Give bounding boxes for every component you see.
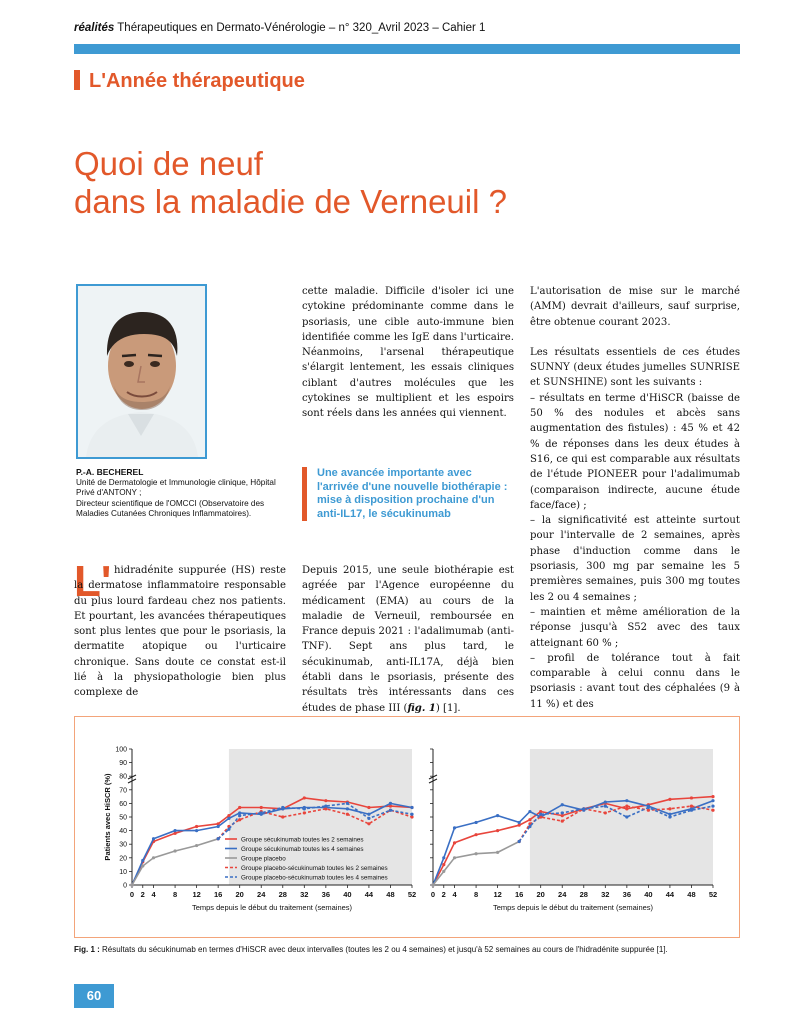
data-point xyxy=(561,811,564,814)
data-point xyxy=(152,837,155,840)
y-tick-label: 60 xyxy=(119,800,127,808)
x-tick-label: 36 xyxy=(622,890,632,899)
x-tick-label: 48 xyxy=(687,890,696,899)
chart-1 xyxy=(103,747,416,913)
running-header xyxy=(74,22,485,34)
data-point xyxy=(324,805,327,808)
header-rule xyxy=(74,44,740,54)
col3-para-2: Les résultats essentiels de ces études SUNNY (deux études jumelles SUNRISE et SUNSHINE) sont les suivants : xyxy=(530,346,740,389)
data-point xyxy=(195,825,198,828)
data-point xyxy=(474,833,477,836)
data-point xyxy=(474,821,477,824)
shaded-region xyxy=(530,749,713,885)
data-point xyxy=(453,841,456,844)
data-point xyxy=(303,811,306,814)
x-tick-label: 4 xyxy=(452,890,457,899)
y-axis-label: Patients avec HiSCR (%) xyxy=(103,773,112,861)
data-point xyxy=(496,829,499,832)
col2-top-text: cette maladie. Difficile d'isoler ici une cytokine prédominante comme dans le psoriasis, une cible auto-immune bien identifiée comme les IgE dans l'urticaire. Néanmoins, l'arsenal thérapeutique s'élargit lentement, les essais cliniques ciblant d'autres molécules que les cytokines se multiplient et les espoirs sont réels dans les années qui viennent. xyxy=(302,286,514,420)
author-name: P.-A. BECHEREL xyxy=(76,467,144,477)
data-point xyxy=(346,807,349,810)
figure-reference: fig. 1 xyxy=(407,702,436,714)
x-tick-label: 0 xyxy=(129,890,135,899)
data-point xyxy=(528,818,531,821)
data-point xyxy=(582,807,585,810)
data-point xyxy=(410,815,413,818)
journal-brand: réalités xyxy=(74,22,115,34)
column-2-top xyxy=(302,284,514,422)
data-point xyxy=(539,810,542,813)
data-point xyxy=(389,809,392,812)
col3-bullet-3: – maintien et même amélioration de la réponse jusqu'à S52 avec des taux atteignant 60 % ; xyxy=(530,606,740,649)
data-point xyxy=(625,815,628,818)
y-tick-label: 80 xyxy=(119,773,127,781)
x-tick-label: 8 xyxy=(473,890,479,899)
data-point xyxy=(238,806,241,809)
x-tick-label: 16 xyxy=(514,890,524,899)
author-portrait-illustration xyxy=(78,286,205,457)
data-point xyxy=(604,800,607,803)
series-line xyxy=(433,842,519,886)
data-point xyxy=(195,844,198,847)
legend-entry: Groupe sécukinumab toutes les 2 semaines xyxy=(241,836,364,844)
x-tick-label: 20 xyxy=(536,890,545,899)
data-point xyxy=(195,829,198,832)
x-tick-label: 32 xyxy=(601,890,610,899)
data-point xyxy=(141,859,144,862)
col3-bullet-4: – profil de tolérance tout à fait comparable à celui connu dans le psoriasis : avant tout des céphalées (9 à 11 %) et des xyxy=(530,652,740,710)
data-point xyxy=(346,802,349,805)
col3-bullet-1: – résultats en terme d'HiSCR (baisse de 50 % des nodules et abcès sans augmentation des fistules) : 45 % et 42 % de réponses dans les deux études à S16, ce qui est comparable aux résultats de l'étude PIONEER pour l'adalimumab (comparaison indirecte, aucune étude face/face) ; xyxy=(530,392,740,511)
data-point xyxy=(217,837,220,840)
data-point xyxy=(453,826,456,829)
col3-bullet-2: – la significativité est atteinte surtout pour l'intervalle de 2 semaines, après phase d'induction comme dans le psoriasis, 300 mg par semaine les 5 premières semaines, puis 300 mg toutes les 2 ou 4 semaines ; xyxy=(530,515,740,603)
title-line-2: dans la maladie de Verneuil ? xyxy=(74,183,507,220)
chart-2 xyxy=(429,749,717,912)
x-tick-label: 44 xyxy=(665,890,675,899)
data-point xyxy=(561,803,564,806)
x-tick-label: 12 xyxy=(192,890,201,899)
y-tick-label: 20 xyxy=(119,855,127,863)
title-line-1: Quoi de neuf xyxy=(74,145,263,182)
caption-text: Résultats du sécukinumab en termes d'HiSCR avec deux intervalles (toutes les 2 ou 4 semaines) et jusqu'à 52 semaines au cours de l'hidradénite suppurée [1]. xyxy=(99,945,668,954)
data-point xyxy=(474,852,477,855)
data-point xyxy=(625,799,628,802)
data-point xyxy=(431,883,434,886)
data-point xyxy=(518,840,521,843)
data-point xyxy=(711,795,714,798)
data-point xyxy=(711,799,714,802)
x-tick-label: 40 xyxy=(343,890,352,899)
column-2-bottom xyxy=(302,563,514,716)
y-tick-label: 10 xyxy=(119,868,127,876)
article-title xyxy=(74,145,507,221)
data-point xyxy=(130,883,133,886)
data-point xyxy=(367,817,370,820)
intro-text: hidradénite suppurée (HS) reste la dermatose inflammatoire responsable du plus lourd fardeau chez nos patients. Et pourtant, les avancées thérapeutiques sont plus lentes que pour le psoriasis, la dermatite atopique ou l'urticaire chronique. Sans doute ce constat est-il lié à la physiopathologie bien plus complexe de xyxy=(74,565,286,699)
data-point xyxy=(367,822,370,825)
subheading: Une avancée importante avec l'arrivée d'une nouvelle biothérapie : mise à disposition prochaine d'un anti-IL17, le sécukinumab xyxy=(302,467,514,521)
y-tick-label: 100 xyxy=(115,746,127,754)
y-tick-label: 40 xyxy=(119,828,127,836)
data-point xyxy=(496,814,499,817)
data-point xyxy=(303,807,306,810)
column-3 xyxy=(530,284,740,712)
data-point xyxy=(173,849,176,852)
data-point xyxy=(260,811,263,814)
data-point xyxy=(711,805,714,808)
data-point xyxy=(561,819,564,822)
data-point xyxy=(668,798,671,801)
journal-issue: Thérapeutiques en Dermato-Vénérologie – n° 320_Avril 2023 – Cahier 1 xyxy=(114,22,486,34)
data-point xyxy=(410,813,413,816)
data-point xyxy=(647,806,650,809)
data-point xyxy=(367,813,370,816)
intro-paragraph xyxy=(74,563,286,701)
data-point xyxy=(141,864,144,867)
data-point xyxy=(442,856,445,859)
x-tick-label: 20 xyxy=(235,890,244,899)
figure-caption xyxy=(74,945,774,954)
x-tick-label: 24 xyxy=(257,890,266,899)
data-point xyxy=(281,815,284,818)
figure-charts xyxy=(75,717,738,936)
author-affiliation-2: Directeur scientifique de l'OMCCI (Observatoire des Maladies Cutanées Chroniques Inflammatoires). xyxy=(76,498,265,518)
data-point xyxy=(625,805,628,808)
data-point xyxy=(518,821,521,824)
section-marker xyxy=(74,70,80,90)
x-tick-label: 32 xyxy=(300,890,309,899)
legend-entry: Groupe placebo xyxy=(241,855,286,863)
x-tick-label: 2 xyxy=(441,890,446,899)
x-tick-label: 52 xyxy=(407,890,417,899)
author-block xyxy=(76,467,288,520)
data-point xyxy=(668,815,671,818)
x-tick-label: 12 xyxy=(493,890,502,899)
legend-entry: Groupe placebo-sécukinumab toutes les 4 semaines xyxy=(241,874,388,882)
author-affiliation-1: Unité de Dermatologie et Immunologie clinique, Hôpital Privé d'ANTONY ; xyxy=(76,477,276,497)
data-point xyxy=(690,796,693,799)
x-tick-label: 28 xyxy=(579,890,588,899)
data-point xyxy=(173,829,176,832)
data-point xyxy=(238,814,241,817)
data-point xyxy=(227,828,230,831)
x-tick-label: 4 xyxy=(151,890,156,899)
series-line xyxy=(132,839,218,885)
data-point xyxy=(604,805,607,808)
data-point xyxy=(539,813,542,816)
x-tick-label: 36 xyxy=(321,890,331,899)
section-label-text: L'Année thérapeutique xyxy=(89,70,305,92)
data-point xyxy=(528,825,531,828)
data-point xyxy=(410,806,413,809)
data-point xyxy=(668,807,671,810)
legend-entry: Groupe placebo-sécukinumab toutes les 2 semaines xyxy=(241,865,388,872)
x-tick-label: 40 xyxy=(644,890,653,899)
col3-para-1: L'autorisation de mise sur le marché (AMM) devrait d'ailleurs, sauf surprise, être obtenue courant 2023. xyxy=(530,286,740,328)
data-point xyxy=(324,799,327,802)
data-point xyxy=(260,806,263,809)
x-tick-label: 8 xyxy=(172,890,178,899)
data-point xyxy=(604,811,607,814)
figure-box xyxy=(74,716,740,938)
data-point xyxy=(238,818,241,821)
x-tick-label: 2 xyxy=(140,890,145,899)
data-point xyxy=(453,856,456,859)
legend-entry: Groupe sécukinumab toutes les 4 semaines xyxy=(241,846,364,853)
data-point xyxy=(690,805,693,808)
data-point xyxy=(152,856,155,859)
x-tick-label: 48 xyxy=(386,890,395,899)
citation: ) [1]. xyxy=(435,702,461,714)
data-point xyxy=(303,796,306,799)
y-tick-label: 70 xyxy=(119,787,127,795)
x-tick-label: 0 xyxy=(430,890,436,899)
section-label xyxy=(74,70,305,93)
caption-label: Fig. 1 : xyxy=(74,945,100,954)
y-tick-label: 90 xyxy=(119,760,127,768)
x-tick-label: 16 xyxy=(213,890,223,899)
x-tick-label: 28 xyxy=(278,890,287,899)
data-point xyxy=(690,809,693,812)
data-point xyxy=(217,825,220,828)
data-point xyxy=(711,809,714,812)
x-tick-label: 52 xyxy=(708,890,718,899)
y-tick-label: 30 xyxy=(119,841,127,849)
data-point xyxy=(367,806,370,809)
y-tick-label: 0 xyxy=(123,882,127,890)
x-axis-label: Temps depuis le début du traitement (semaines) xyxy=(492,903,654,912)
drop-cap: L' xyxy=(74,557,112,606)
data-point xyxy=(281,806,284,809)
data-point xyxy=(389,802,392,805)
x-tick-label: 44 xyxy=(364,890,374,899)
data-point xyxy=(528,810,531,813)
x-tick-label: 24 xyxy=(558,890,567,899)
y-tick-label: 50 xyxy=(119,814,127,822)
data-point xyxy=(227,817,230,820)
data-point xyxy=(442,870,445,873)
data-point xyxy=(496,851,499,854)
data-point xyxy=(442,863,445,866)
page-number: 60 xyxy=(74,984,114,1008)
author-photo xyxy=(76,284,207,459)
x-axis-label: Temps depuis le début du traitement (semaines) xyxy=(191,903,353,912)
data-point xyxy=(346,813,349,816)
col2-bottom-text: Depuis 2015, une seule biothérapie est agréée par l'Agence européenne du médicament (EMA) au cours de la maladie de Verneuil, remboursée en France depuis 2021 : l'adalimumab (anti-TNF). Sept ans plus tard, le sécukinumab, anti-IL17A, déjà bien établi dans le psoriasis, présente des résultats très intéressants dans ces études de phase III ( xyxy=(302,565,514,714)
